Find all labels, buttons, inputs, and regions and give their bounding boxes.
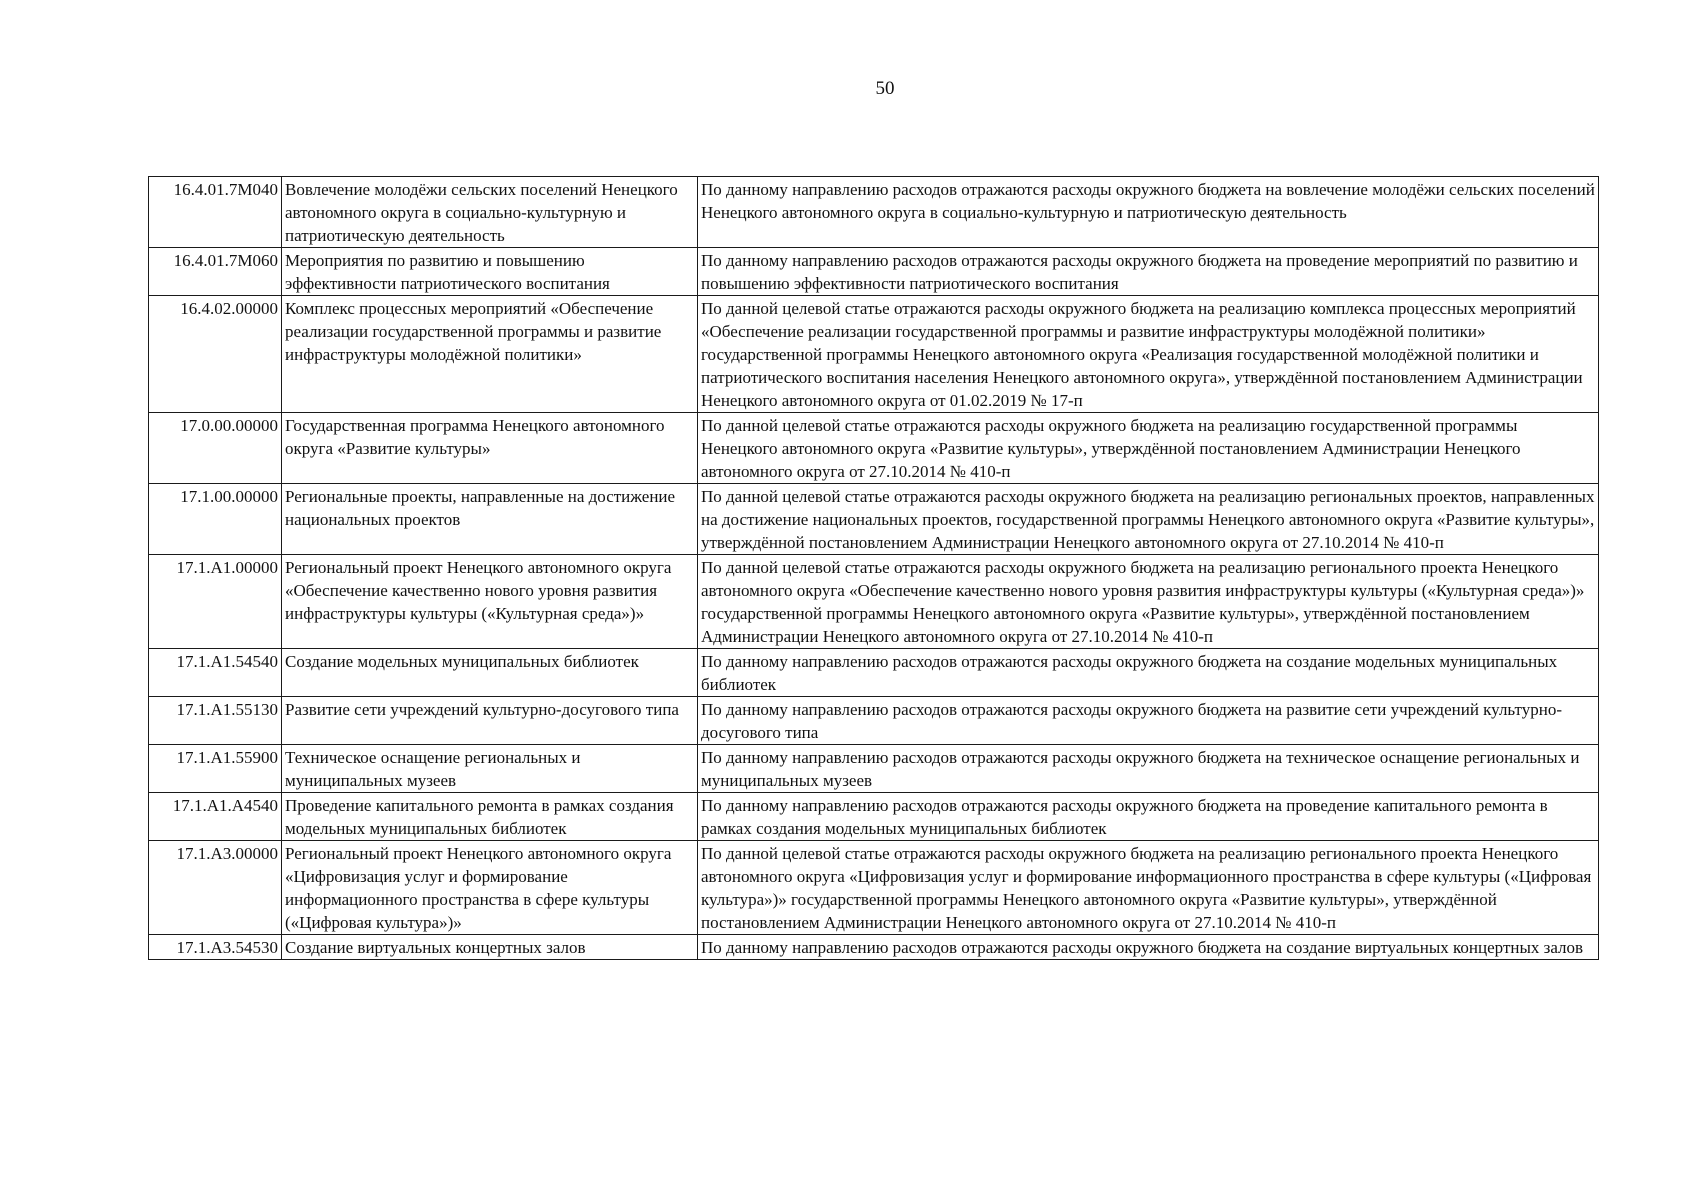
table-row xyxy=(149,745,1599,793)
row-code: 17.1.А3.00000 xyxy=(149,841,282,935)
row-name: Техническое оснащение региональных и муниципальных музеев xyxy=(282,745,698,793)
table-row xyxy=(149,793,1599,841)
row-description: По данной целевой статье отражаются расходы окружного бюджета на реализацию государственной программы Ненецкого автономного округа «Развитие культуры», утверждённой постановлением Администрации Ненецкого автономного округа от 27.10.2014 № 410-п xyxy=(698,413,1599,484)
row-description: По данной целевой статье отражаются расходы окружного бюджета на реализацию регионального проекта Ненецкого автономного округа «Цифровизация услуг и формирование информационного пространства в сфере культуры («Цифровая культура»)» государственной программы Ненецкого автономного округа «Развитие культуры», утверждённой постановлением Администрации Ненецкого автономного округа от 27.10.2014 № 410-п xyxy=(698,841,1599,935)
row-code: 17.1.00.00000 xyxy=(149,484,282,555)
row-name: Проведение капитального ремонта в рамках создания модельных муниципальных библиотек xyxy=(282,793,698,841)
budget-classification-table xyxy=(148,176,1599,960)
row-code: 16.4.02.00000 xyxy=(149,296,282,413)
table-row xyxy=(149,697,1599,745)
row-code: 17.1.А1.55130 xyxy=(149,697,282,745)
table-row xyxy=(149,935,1599,960)
row-name: Государственная программа Ненецкого автономного округа «Развитие культуры» xyxy=(282,413,698,484)
table-row xyxy=(149,413,1599,484)
row-description: По данной целевой статье отражаются расходы окружного бюджета на реализацию комплекса процессных мероприятий «Обеспечение реализации государственной программы и развитие инфраструктуры молодёжной политики» государственной программы Ненецкого автономного округа «Реализация государственной молодёжной политики и патриотического воспитания населения Ненецкого автономного округа», утверждённой постановлением Администрации Ненецкого автономного округа от 01.02.2019 № 17-п xyxy=(698,296,1599,413)
row-description: По данному направлению расходов отражаются расходы окружного бюджета на техническое оснащение региональных и муниципальных музеев xyxy=(698,745,1599,793)
table-row xyxy=(149,177,1599,248)
table-row xyxy=(149,296,1599,413)
row-description: По данному направлению расходов отражаются расходы окружного бюджета на создание модельных муниципальных библиотек xyxy=(698,649,1599,697)
row-code: 16.4.01.7М060 xyxy=(149,248,282,296)
table-row xyxy=(149,649,1599,697)
row-description: По данному направлению расходов отражаются расходы окружного бюджета на вовлечение молодёжи сельских поселений Ненецкого автономного округа в социально-культурную и патриотическую деятельность xyxy=(698,177,1599,248)
table-row xyxy=(149,841,1599,935)
row-description: По данной целевой статье отражаются расходы окружного бюджета на реализацию региональных проектов, направленных на достижение национальных проектов, государственной программы Ненецкого автономного округа «Развитие культуры», утверждённой постановлением Администрации Ненецкого автономного округа от 27.10.2014 № 410-п xyxy=(698,484,1599,555)
row-name: Создание виртуальных концертных залов xyxy=(282,935,698,960)
row-name: Региональные проекты, направленные на достижение национальных проектов xyxy=(282,484,698,555)
row-name: Региональный проект Ненецкого автономного округа «Обеспечение качественно нового уровня развития инфраструктуры культуры («Культурная среда»)» xyxy=(282,555,698,649)
table-row xyxy=(149,555,1599,649)
row-description: По данному направлению расходов отражаются расходы окружного бюджета на развитие сети учреждений культурно-досугового типа xyxy=(698,697,1599,745)
row-description: По данному направлению расходов отражаются расходы окружного бюджета на проведение мероприятий по развитию и повышению эффективности патриотического воспитания xyxy=(698,248,1599,296)
row-name: Региональный проект Ненецкого автономного округа «Цифровизация услуг и формирование информационного пространства в сфере культуры («Цифровая культура»)» xyxy=(282,841,698,935)
row-description: По данной целевой статье отражаются расходы окружного бюджета на реализацию регионального проекта Ненецкого автономного округа «Обеспечение качественно нового уровня развития инфраструктуры культуры («Культурная среда»)» государственной программы Ненецкого автономного округа «Развитие культуры», утверждённой постановлением Администрации Ненецкого автономного округа от 27.10.2014 № 410-п xyxy=(698,555,1599,649)
row-name: Мероприятия по развитию и повышению эффективности патриотического воспитания xyxy=(282,248,698,296)
row-code: 17.1.А1.00000 xyxy=(149,555,282,649)
table-row xyxy=(149,484,1599,555)
row-code: 17.1.А3.54530 xyxy=(149,935,282,960)
table-row xyxy=(149,248,1599,296)
row-name: Комплекс процессных мероприятий «Обеспечение реализации государственной программы и развитие инфраструктуры молодёжной политики» xyxy=(282,296,698,413)
row-code: 17.1.А1.54540 xyxy=(149,649,282,697)
row-code: 16.4.01.7М040 xyxy=(149,177,282,248)
row-code: 17.0.00.00000 xyxy=(149,413,282,484)
row-name: Создание модельных муниципальных библиотек xyxy=(282,649,698,697)
row-name: Вовлечение молодёжи сельских поселений Ненецкого автономного округа в социально-культурную и патриотическую деятельность xyxy=(282,177,698,248)
row-code: 17.1.А1.А4540 xyxy=(149,793,282,841)
page-number: 50 xyxy=(875,78,895,99)
row-code: 17.1.А1.55900 xyxy=(149,745,282,793)
row-description: По данному направлению расходов отражаются расходы окружного бюджета на создание виртуальных концертных залов xyxy=(698,935,1599,960)
row-name: Развитие сети учреждений культурно-досугового типа xyxy=(282,697,698,745)
row-description: По данному направлению расходов отражаются расходы окружного бюджета на проведение капитального ремонта в рамках создания модельных муниципальных библиотек xyxy=(698,793,1599,841)
